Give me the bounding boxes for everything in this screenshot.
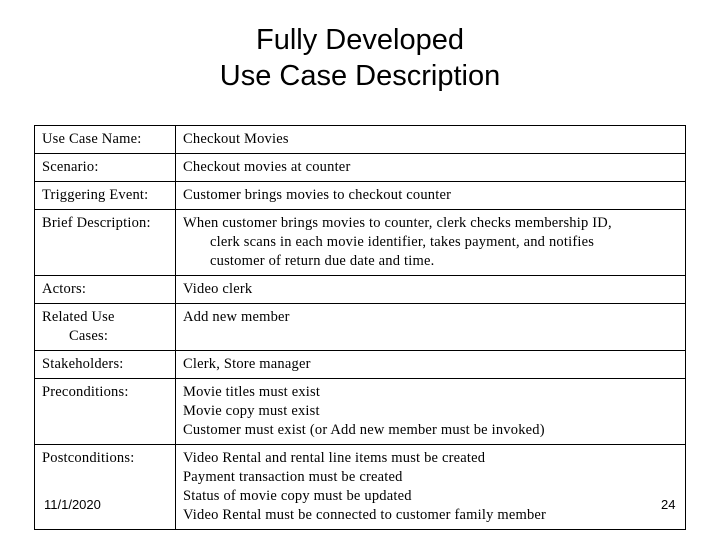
postconditions-label: Postconditions: [35,445,176,530]
use-case-table [34,125,686,530]
use-case-name-value: Checkout Movies [176,126,686,154]
brief-description-label: Brief Description: [35,210,176,276]
postcondition-line: Payment transaction must be created [183,469,403,485]
table-row-stakeholders [35,351,686,379]
slide-title-line-2: Use Case Description [219,60,501,92]
stakeholders-label: Stakeholders: [35,351,176,379]
table-row-triggering-event [35,182,686,210]
brief-description-line: customer of return due date and time. [210,253,435,269]
footer-date: 11/1/2020 [44,497,101,512]
precondition-line: Movie copy must exist [183,403,320,419]
postcondition-line: Status of movie copy must be updated [183,488,412,504]
related-use-cases-label [35,304,176,351]
brief-description-line: When customer brings movies to counter, clerk checks membership ID, [183,215,612,231]
slide-title [0,22,720,94]
related-use-cases-value: Add new member [176,304,686,351]
brief-description-value [176,210,686,276]
triggering-event-value: Customer brings movies to checkout counter [176,182,686,210]
postcondition-line: Video Rental must be connected to customer family member [183,507,547,523]
table-row-actors [35,276,686,304]
postcondition-line: Video Rental and rental line items must be created [183,450,486,466]
table-row-scenario [35,154,686,182]
related-use-cases-label-line: Related Use [42,309,115,325]
actors-label: Actors: [35,276,176,304]
precondition-line: Movie titles must exist [183,384,321,400]
table-row-brief-description [35,210,686,276]
slide-title-line-1: Fully Developed [256,24,464,56]
preconditions-value [176,379,686,445]
scenario-value: Checkout movies at counter [176,154,686,182]
stakeholders-value: Clerk, Store manager [176,351,686,379]
related-use-cases-label-line: Cases: [69,328,109,344]
table-row-use-case-name [35,126,686,154]
table-row-related-use-cases [35,304,686,351]
table-row-postconditions [35,445,686,530]
table-row-preconditions [35,379,686,445]
precondition-line: Customer must exist (or Add new member must be invoked) [183,422,545,438]
footer-page-number: 24 [661,497,676,512]
preconditions-label: Preconditions: [35,379,176,445]
brief-description-line: clerk scans in each movie identifier, takes payment, and notifies [210,234,595,250]
use-case-name-label: Use Case Name: [35,126,176,154]
triggering-event-label: Triggering Event: [35,182,176,210]
postconditions-value [176,445,686,530]
scenario-label: Scenario: [35,154,176,182]
actors-value: Video clerk [176,276,686,304]
